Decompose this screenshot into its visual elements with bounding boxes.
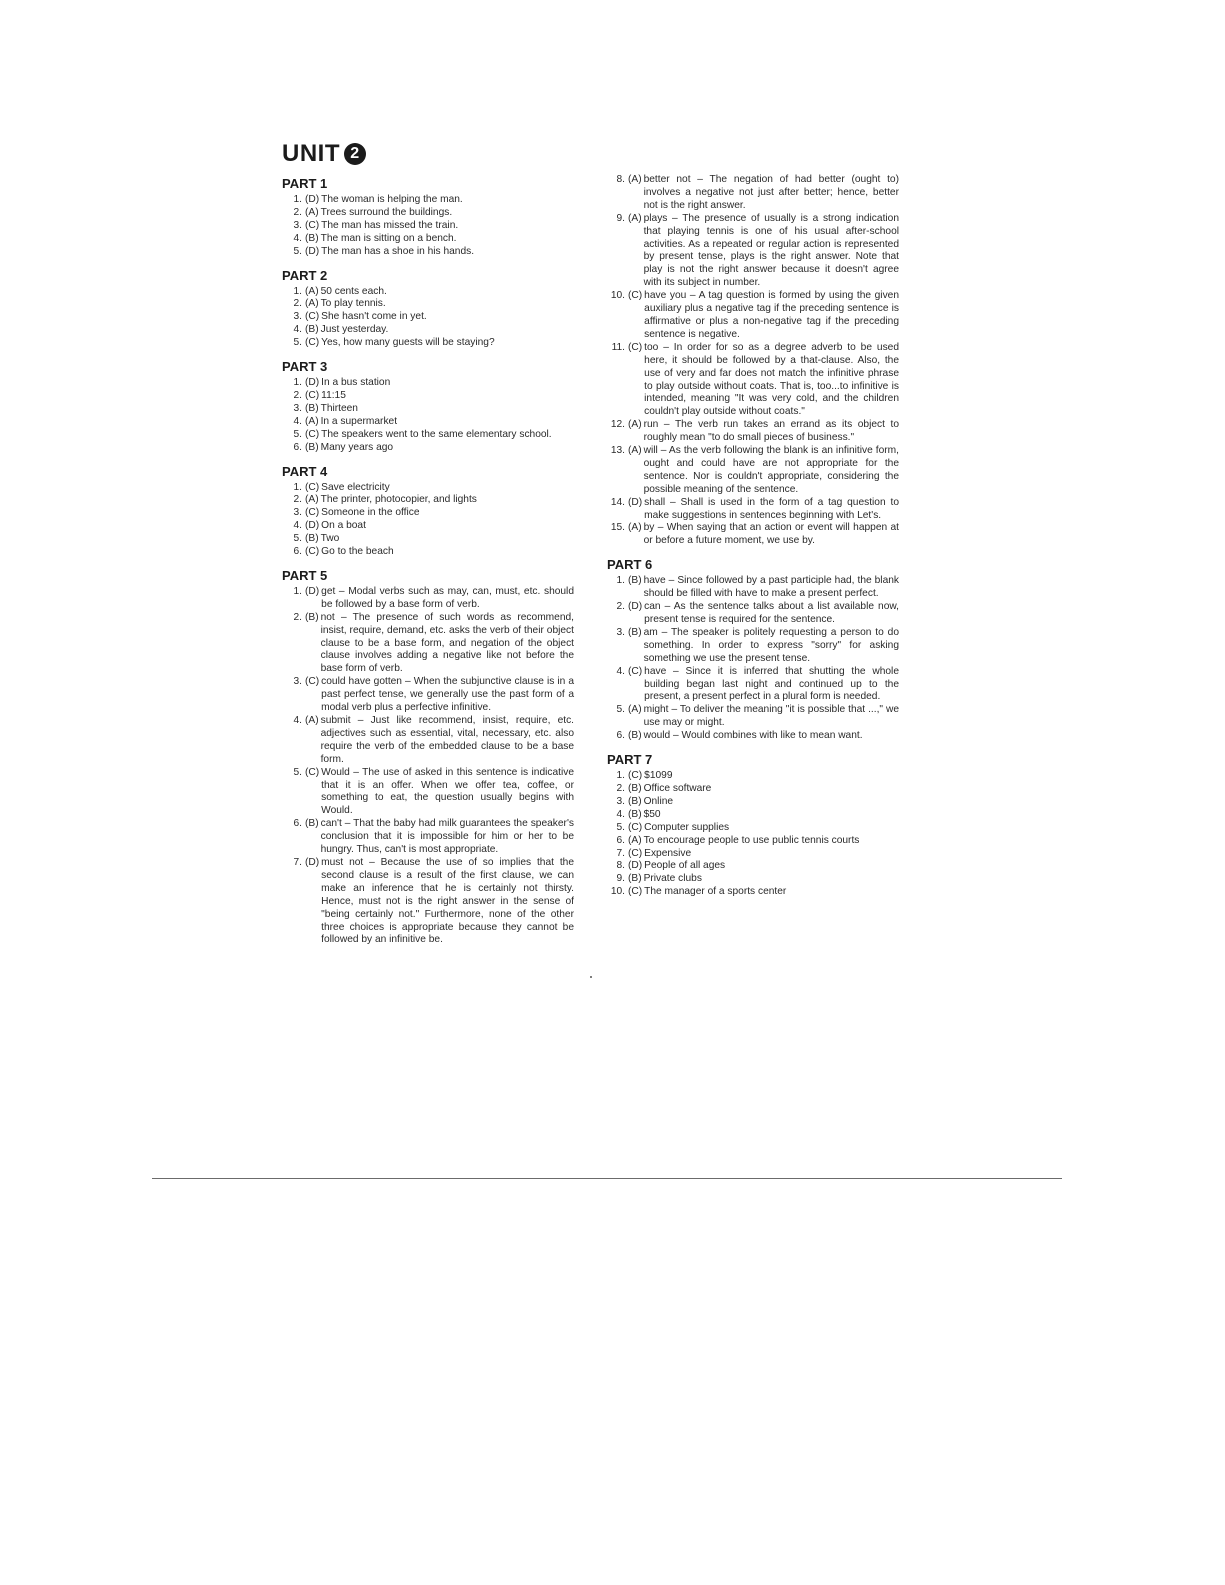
scan-speck (590, 976, 592, 978)
item-choice: (A) (305, 715, 319, 726)
answer-item (288, 767, 574, 819)
item-choice: (B) (305, 611, 319, 623)
answer-item (288, 324, 574, 337)
answer-list (607, 174, 899, 548)
item-text: Thirteen (320, 402, 358, 414)
part-heading: PART 7 (607, 752, 653, 768)
item-number: 2. (293, 611, 302, 623)
answer-item (607, 213, 899, 290)
item-number: 9. (616, 873, 625, 885)
item-number: 1. (293, 377, 302, 389)
item-number: 3. (293, 676, 302, 688)
answer-section (282, 268, 574, 351)
item-choice: (A) (628, 174, 642, 185)
answer-item (607, 522, 899, 548)
answer-section (282, 176, 574, 259)
item-text: 50 cents each. (320, 285, 387, 297)
item-choice: (C) (305, 337, 320, 349)
unit-label: UNIT (282, 140, 340, 167)
item-choice: (C) (305, 481, 320, 493)
item-number: 9. (616, 212, 625, 224)
item-choice: (B) (305, 533, 319, 545)
item-text: People of all ages (644, 860, 726, 872)
item-number: 5. (293, 337, 302, 349)
item-number: 8. (616, 860, 625, 872)
item-number: 15. (610, 522, 625, 534)
item-text: In a bus station (321, 377, 391, 389)
answer-item (607, 342, 899, 419)
answer-item (288, 533, 574, 546)
answer-item (288, 612, 574, 677)
item-text: submit – Just like recommend, insist, require, etc. adjectives such as essential, vital, necessary, etc. also require the verb of the embedded clause to be a base form. (320, 715, 574, 765)
answer-item (607, 822, 899, 835)
answer-item (607, 783, 899, 796)
answer-item (607, 848, 899, 861)
item-number: 6. (293, 818, 302, 830)
item-choice: (A) (305, 285, 319, 297)
answer-item (607, 704, 899, 730)
item-number: 2. (293, 206, 302, 218)
item-text: run – The verb run takes an errand as its object to roughly mean "to do small pieces of business." (643, 419, 899, 444)
item-choice: (B) (628, 626, 642, 638)
answer-list (282, 286, 574, 351)
item-text: Save electricity (321, 481, 390, 493)
item-number: 5. (293, 766, 302, 778)
item-choice: (B) (305, 402, 319, 414)
item-choice: (A) (628, 419, 642, 431)
item-number: 6. (616, 730, 625, 742)
part-heading: PART 5 (282, 567, 328, 583)
answer-item (288, 429, 574, 442)
answer-item (288, 286, 574, 299)
item-text: Trees surround the buildings. (320, 206, 453, 218)
answer-item (607, 290, 899, 342)
answer-item (288, 194, 574, 207)
item-text: Online (643, 795, 674, 807)
right-column (607, 174, 899, 908)
answer-item (607, 445, 899, 497)
item-choice: (D) (305, 856, 320, 868)
part-heading: PART 6 (607, 557, 653, 573)
item-text: The man has a shoe in his hands. (321, 245, 475, 257)
item-text: have – Since it is inferred that shutting the whole building began last night and continued up to the present, a present perfect in a plural form is needed. (644, 665, 899, 703)
answer-item (288, 818, 574, 857)
item-choice: (D) (305, 520, 320, 532)
item-number: 10. (610, 290, 625, 302)
item-text: must not – Because the use of so implies that the second clause is a result of the first clause, we can make an inference that he is certainly not thirsty. Hence, must not is the right answer in the sense of "being certainly not." Furthermore, none of the other three choices is appropriate because they cannot be followed by an infinitive be. (321, 856, 574, 946)
answer-item (607, 770, 899, 783)
item-number: 4. (293, 715, 302, 726)
answer-item (288, 298, 574, 311)
answer-item (607, 419, 899, 445)
answer-item (288, 233, 574, 246)
item-number: 3. (616, 626, 625, 638)
item-text: Yes, how many guests will be staying? (321, 337, 495, 349)
item-text: have you – A tag question is formed by using the given auxiliary plus a negative tag if the preceding sentence is affirmative or plus a non-negative tag if the preceding sentence is negative. (644, 290, 899, 340)
item-text: The woman is helping the man. (321, 194, 463, 205)
item-choice: (B) (628, 575, 642, 587)
item-number: 1. (293, 585, 302, 597)
item-text: In a supermarket (320, 415, 398, 427)
item-number: 7. (616, 847, 625, 859)
item-text: The man is sitting on a bench. (320, 232, 457, 244)
item-number: 4. (293, 324, 302, 336)
answer-list (282, 194, 574, 259)
answer-key-page (282, 140, 904, 970)
item-choice: (C) (628, 665, 643, 677)
item-choice: (C) (305, 546, 320, 558)
item-number: 4. (616, 808, 625, 820)
item-choice: (B) (628, 808, 642, 820)
item-choice: (C) (305, 766, 320, 778)
answer-section (607, 174, 899, 548)
item-number: 2. (293, 298, 302, 310)
item-text: $50 (643, 808, 661, 820)
item-number: 4. (293, 415, 302, 427)
item-choice: (A) (305, 298, 319, 310)
item-choice: (A) (305, 206, 319, 218)
answer-section (282, 464, 574, 559)
answer-item (288, 676, 574, 715)
item-number: 3. (293, 311, 302, 323)
answer-item (288, 337, 574, 350)
left-column (282, 176, 574, 956)
item-number: 1. (293, 285, 302, 297)
answer-item (607, 860, 899, 873)
item-choice: (C) (305, 311, 320, 323)
item-number: 3. (293, 219, 302, 231)
item-choice: (B) (305, 232, 319, 244)
item-text: get – Modal verbs such as may, can, must, etc. should be followed by a base form of verb. (321, 585, 574, 610)
item-number: 2. (616, 601, 625, 613)
item-choice: (C) (628, 886, 643, 898)
item-text: better not – The negation of had better (ought to) involves a negative not just after better; hence, better not is the right answer. (643, 174, 899, 211)
item-choice: (B) (305, 818, 319, 830)
item-choice: (A) (628, 522, 642, 534)
answer-item (607, 796, 899, 809)
item-text: The manager of a sports center (644, 886, 787, 898)
page-divider (152, 1178, 1062, 1179)
item-text: could have gotten – When the subjunctive clause is in a past perfect tense, we generally use the past form of a modal verb plus a perfective infinitive. (321, 676, 574, 714)
answer-item (288, 507, 574, 520)
item-text: The speakers went to the same elementary school. (321, 428, 552, 440)
item-number: 3. (293, 507, 302, 519)
item-number: 1. (293, 481, 302, 493)
item-number: 6. (616, 834, 625, 846)
item-text: not – The presence of such words as recommend, insist, require, demand, etc. asks the verb of their object clause to be a base form, and negation of the object clause involves adding a negative like not before the base form of verb. (320, 611, 574, 675)
item-number: 4. (293, 520, 302, 532)
item-text: 11:15 (321, 389, 346, 401)
item-number: 5. (293, 533, 302, 545)
item-choice: (C) (628, 821, 643, 833)
answer-item (288, 416, 574, 429)
part-heading: PART 4 (282, 463, 328, 479)
answer-item (607, 174, 899, 213)
item-number: 4. (293, 232, 302, 244)
item-number: 1. (616, 770, 625, 782)
answer-item (288, 546, 574, 559)
item-number: 3. (293, 402, 302, 414)
part-heading: PART 1 (282, 176, 328, 191)
item-text: by – When saying that an action or event will happen at or before a future moment, we use by. (643, 522, 899, 547)
item-number: 2. (293, 389, 302, 401)
item-text: Computer supplies (644, 821, 730, 833)
item-choice: (C) (305, 507, 320, 519)
answer-item (607, 666, 899, 705)
item-choice: (C) (628, 770, 643, 782)
answer-item (607, 873, 899, 886)
item-choice: (A) (628, 834, 642, 846)
answer-item (288, 442, 574, 455)
item-text: will – As the verb following the blank is an infinitive form, ought and could have are not appropriate for the sentence. Nor is couldn't appropriate, considering the possible meaning of the sentence. (643, 445, 899, 495)
item-number: 6. (293, 546, 302, 558)
item-text: would – Would combines with like to mean want. (643, 730, 863, 742)
item-text: Someone in the office (321, 507, 420, 519)
item-choice: (C) (305, 676, 320, 688)
answer-item (607, 835, 899, 848)
item-text: She hasn't come in yet. (321, 311, 427, 323)
item-text: shall – Shall is used in the form of a tag question to make suggestions in sentences beginning with Let's. (644, 496, 899, 521)
answer-item (607, 809, 899, 822)
item-text: Expensive (644, 847, 692, 859)
item-choice: (A) (628, 212, 642, 224)
answer-item (288, 403, 574, 416)
item-number: 6. (293, 441, 302, 453)
item-number: 2. (616, 782, 625, 794)
item-text: Go to the beach (321, 546, 394, 558)
item-number: 14. (610, 496, 625, 508)
answer-item (288, 857, 574, 947)
answer-item (288, 220, 574, 233)
item-choice: (D) (305, 585, 320, 597)
item-choice: (C) (305, 219, 320, 231)
item-text: have – Since followed by a past participle had, the blank should be filled with have to make a present perfect. (643, 575, 899, 600)
item-number: 7. (293, 856, 302, 868)
item-number: 2. (293, 494, 302, 506)
item-choice: (C) (305, 428, 320, 440)
item-text: can't – That the baby had milk guarantees the speaker's conclusion that it is impossible for him or her to be hungry. Thus, can't is most appropriate. (320, 818, 574, 856)
answer-item (288, 586, 574, 612)
answer-section (282, 359, 574, 454)
item-number: 8. (616, 174, 625, 185)
item-text: Just yesterday. (320, 324, 389, 336)
item-choice: (D) (628, 496, 643, 508)
item-text: On a boat (321, 520, 366, 532)
answer-item (288, 311, 574, 324)
answer-list (607, 575, 899, 743)
answer-section (607, 557, 899, 743)
item-choice: (C) (305, 389, 320, 401)
item-choice: (A) (305, 415, 319, 427)
answer-item (288, 520, 574, 533)
item-choice: (B) (628, 873, 642, 885)
item-choice: (D) (305, 377, 320, 389)
unit-number-badge: 2 (344, 143, 366, 165)
item-choice: (A) (628, 445, 642, 457)
item-number: 3. (616, 795, 625, 807)
answer-item (288, 377, 574, 390)
answer-item (288, 390, 574, 403)
item-number: 13. (610, 445, 625, 457)
item-text: To play tennis. (320, 298, 386, 310)
item-choice: (B) (628, 730, 642, 742)
answer-item (607, 575, 899, 601)
answer-item (607, 601, 899, 627)
item-choice: (B) (305, 441, 319, 453)
item-number: 5. (293, 245, 302, 257)
item-choice: (D) (305, 194, 320, 205)
answer-list (607, 770, 899, 899)
item-number: 1. (293, 194, 302, 205)
item-text: Many years ago (320, 441, 394, 453)
unit-title (282, 140, 366, 168)
item-text: Two (320, 533, 340, 545)
item-number: 10. (610, 886, 625, 898)
item-text: Office software (643, 782, 712, 794)
item-choice: (A) (628, 704, 642, 716)
answer-list (282, 482, 574, 559)
item-number: 5. (293, 428, 302, 440)
item-text: To encourage people to use public tennis courts (643, 834, 860, 846)
answer-item (607, 627, 899, 666)
part-heading: PART 3 (282, 359, 328, 375)
item-number: 5. (616, 704, 625, 716)
item-number: 4. (616, 665, 625, 677)
answer-list (282, 377, 574, 454)
item-number: 12. (610, 419, 625, 431)
item-number: 5. (616, 821, 625, 833)
item-choice: (B) (305, 324, 319, 336)
answer-item (607, 886, 899, 899)
item-text: Would – The use of asked in this sentence is indicative that it is an offer. When we offer tea, coffee, or something to eat, the question usually begins with Would. (321, 766, 574, 817)
item-text: plays – The presence of usually is a strong indication that playing tennis is one of his usual after-school activities. As a repeated or regular action is represented by present tense, plays is the right answer. Note that play is not the right answer because it doesn't agree with its subject in number. (643, 212, 899, 289)
answer-section (607, 752, 899, 899)
answer-item (288, 715, 574, 767)
item-text: am – The speaker is politely requesting a person to do something. In order to express "sorry" for asking something we use the present tense. (643, 626, 899, 664)
item-choice: (D) (628, 601, 643, 613)
item-choice: (C) (628, 290, 643, 302)
item-text: too – In order for so as a degree adverb to be used here, it should be followed by a that-clause. Also, the use of very and far does not match the infinitive phrase to play outside without coats. That is, too...to infinitive is intended, meaning "It was very cold, and the children couldn't play outside without coats." (644, 341, 899, 418)
item-choice: (C) (628, 847, 643, 859)
item-choice: (C) (628, 341, 643, 353)
item-text: The printer, photocopier, and lights (320, 494, 477, 506)
item-text: might – To deliver the meaning "it is possible that ...," we use may or might. (643, 704, 899, 729)
item-choice: (B) (628, 782, 642, 794)
item-choice: (B) (628, 795, 642, 807)
answer-item (288, 207, 574, 220)
answer-section (282, 568, 574, 947)
item-number: 1. (616, 575, 625, 587)
part-heading: PART 2 (282, 267, 328, 283)
answer-list (282, 586, 574, 947)
item-choice: (D) (628, 860, 643, 872)
answer-item (607, 730, 899, 743)
item-text: $1099 (644, 770, 673, 782)
item-text: The man has missed the train. (321, 219, 459, 231)
item-choice: (D) (305, 245, 320, 257)
item-number: 11. (611, 341, 625, 353)
item-text: can – As the sentence talks about a list available now, present tense is required for the sentence. (644, 601, 899, 625)
item-choice: (A) (305, 494, 319, 506)
answer-item (288, 482, 574, 495)
answer-item (288, 246, 574, 259)
answer-item (607, 497, 899, 523)
answer-item (288, 494, 574, 507)
item-text: Private clubs (643, 873, 702, 885)
